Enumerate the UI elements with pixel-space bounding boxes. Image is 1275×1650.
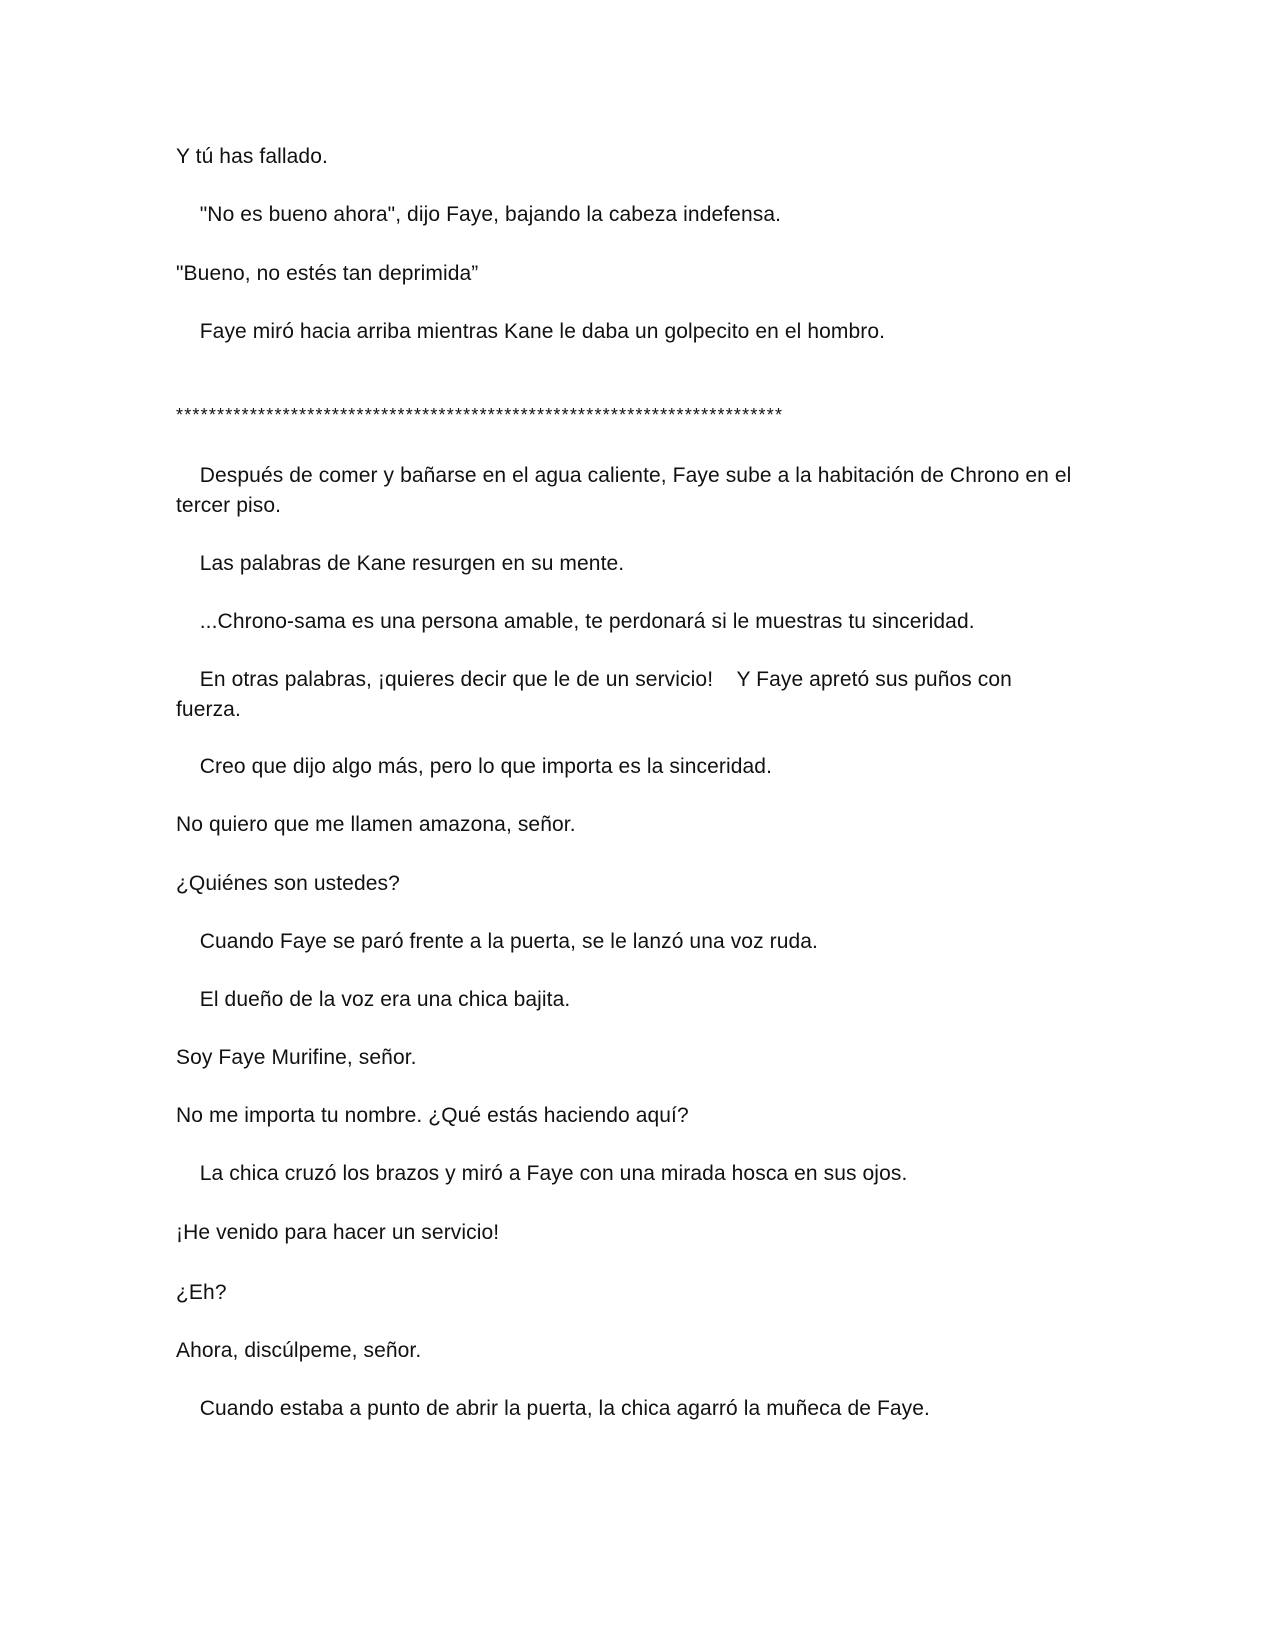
paragraph-19: Ahora, discúlpeme, señor. [176,1339,422,1362]
paragraph-11: ¿Quiénes son ustedes? [176,872,400,895]
paragraph-3: "Bueno, no estés tan deprimida” [176,262,479,285]
paragraph-7: ...Chrono-sama es una persona amable, te perdonará si le muestras tu sinceridad. [176,610,975,633]
paragraph-8: En otras palabras, ¡quieres decir que le de un servicio! Y Faye apretó sus puños con fuerza. [176,668,1018,721]
paragraph-2: "No es bueno ahora", dijo Faye, bajando la cabeza indefensa. [176,203,782,226]
paragraph-5: Después de comer y bañarse en el agua caliente, Faye sube a la habitación de Chrono en el tercer piso. [176,464,1078,517]
paragraph-20: Cuando estaba a punto de abrir la puerta, la chica agarró la muñeca de Faye. [176,1397,930,1420]
paragraph-4: Faye miró hacia arriba mientras Kane le daba un golpecito en el hombro. [176,320,886,343]
paragraph-15: No me importa tu nombre. ¿Qué estás haciendo aquí? [176,1104,689,1127]
paragraph-14: Soy Faye Murifine, señor. [176,1046,417,1069]
paragraph-10: No quiero que me llamen amazona, señor. [176,813,576,836]
paragraph-13: El dueño de la voz era una chica bajita. [176,988,571,1011]
section-separator: ************************************************************************** [176,405,784,425]
paragraph-18: ¿Eh? [176,1281,227,1304]
paragraph-16: La chica cruzó los brazos y miró a Faye con una mirada hosca en sus ojos. [176,1162,908,1185]
paragraph-17: ¡He venido para hacer un servicio! [176,1221,500,1244]
paragraph-1: Y tú has fallado. [176,145,328,168]
paragraph-12: Cuando Faye se paró frente a la puerta, se le lanzó una voz ruda. [176,930,818,953]
paragraph-6: Las palabras de Kane resurgen en su mente. [176,552,625,575]
paragraph-9: Creo que dijo algo más, pero lo que importa es la sinceridad. [176,755,772,778]
